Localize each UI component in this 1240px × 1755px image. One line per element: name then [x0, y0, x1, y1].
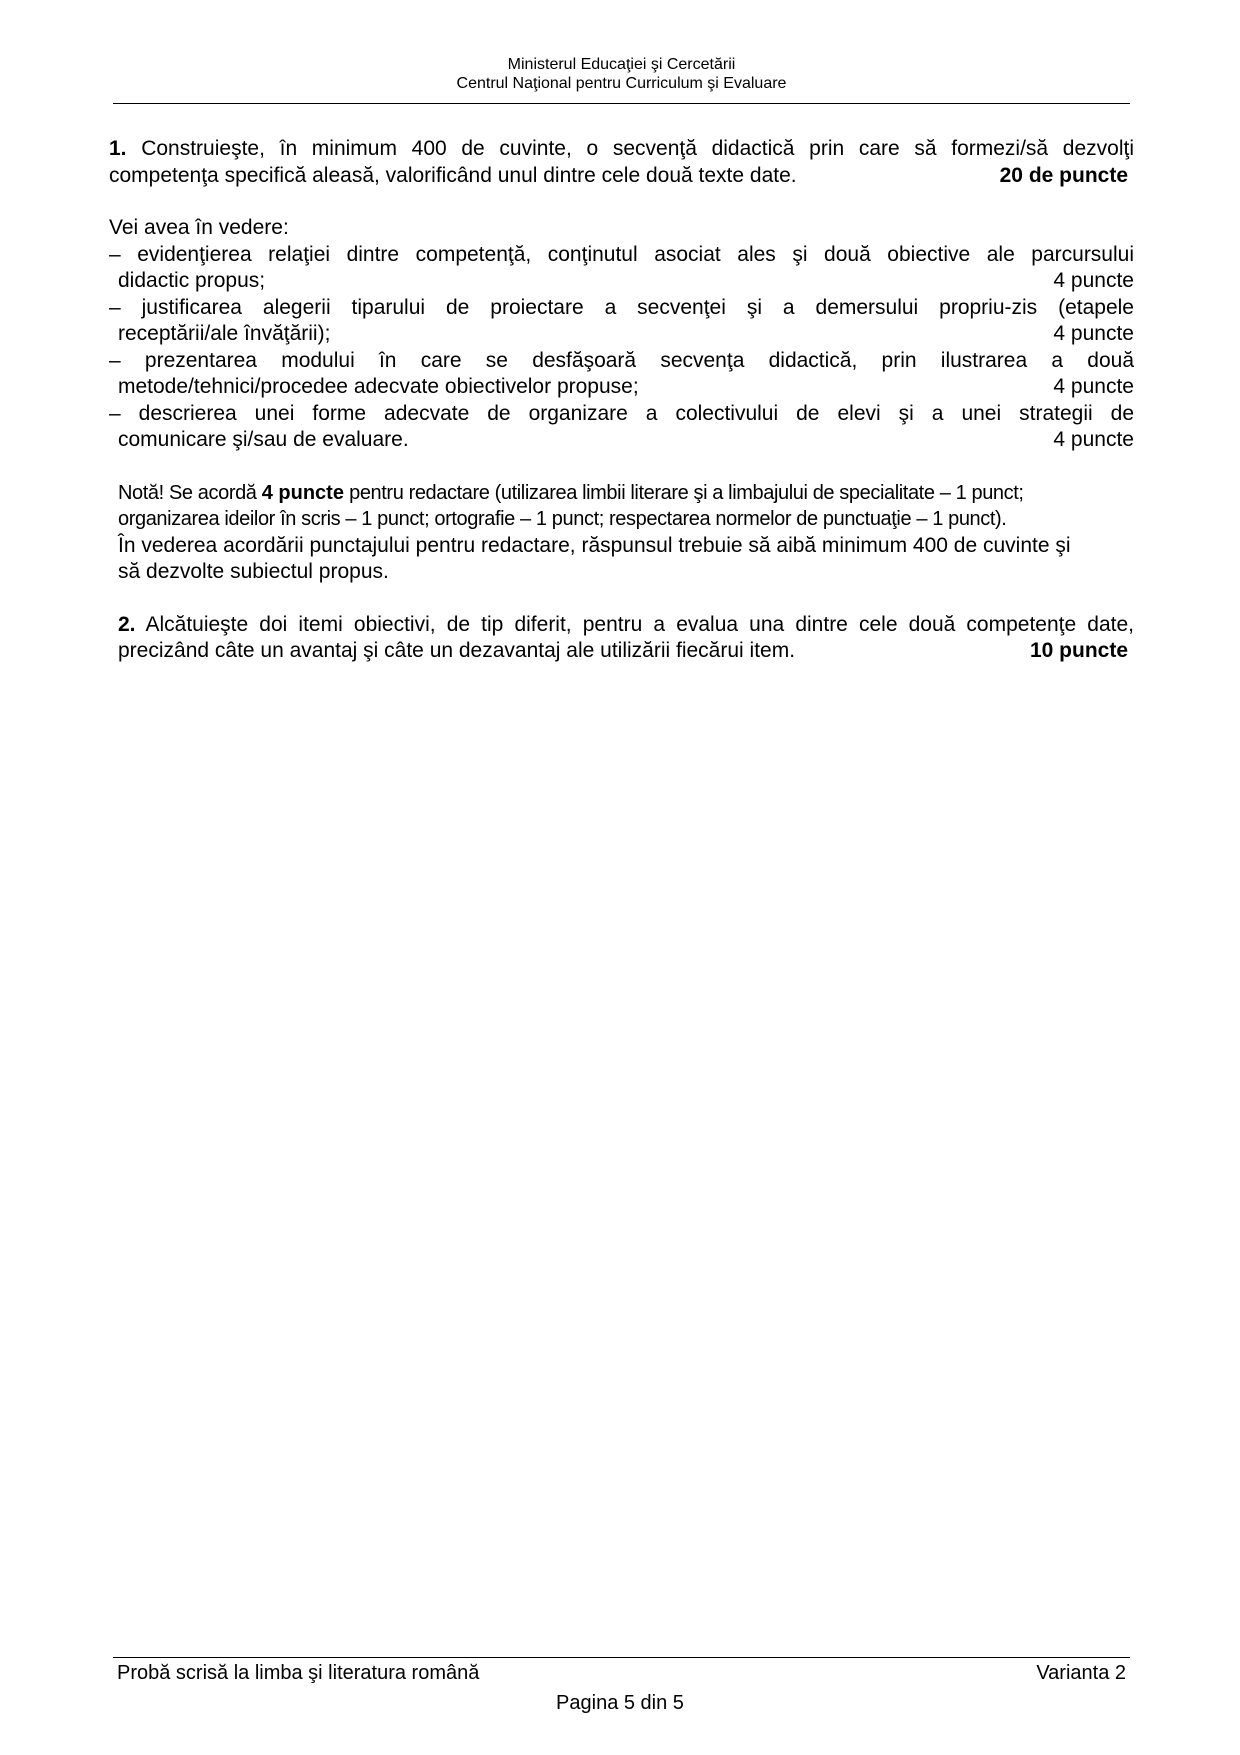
criterion-points: 4 puncte	[1053, 322, 1134, 345]
note-bold-points: 4 puncte	[261, 481, 344, 504]
question-1-points: 20 de puncte	[999, 163, 1128, 187]
header-divider	[113, 103, 1130, 104]
footer-exam-title: Probă scrisă la limba şi literatura română	[117, 1662, 480, 1684]
question-2-text-line2: precizând câte un avantaj şi câte un dezavantaj ale utilizării fiecărui item.	[118, 639, 796, 662]
criterion-line1: – justificarea alegerii tiparului de proiectare a secvenţei şi a demersului propriu-zis (etapele	[109, 295, 1134, 319]
note-line1-rest: pentru redactare (utilizarea limbii literare şi a limbajului de specialitate – 1 punct;	[343, 481, 1024, 504]
criterion-item	[109, 242, 1134, 295]
criterion-item	[109, 295, 1134, 348]
criterion-line2: receptării/ale învăţării);	[118, 322, 331, 345]
criterion-line1: – evidenţierea relaţiei dintre competenţă, conţinutul asociat ales şi două obiective ale parcursului	[109, 242, 1134, 266]
criterion-line2: didactic propus;	[118, 269, 266, 292]
question-2-number: 2.	[118, 612, 136, 636]
question-1-intro: Vei avea în vedere:	[109, 216, 289, 239]
criterion-points: 4 puncte	[1053, 428, 1134, 451]
footer-variant: Varianta 2	[1036, 1662, 1126, 1684]
footer-page-number: Pagina 5 din 5	[556, 1692, 684, 1714]
question-1-text-line1: Construieşte, în minimum 400 de cuvinte, o secvenţă didactică prin care să formezi/să dezvolţi	[141, 137, 1134, 160]
criterion-line1: – prezentarea modului în care se desfăşoară secvenţa didactică, prin ilustrarea a două	[109, 348, 1134, 372]
criterion-points: 4 puncte	[1053, 375, 1134, 398]
question-2-text-line1: Alcătuieşte doi itemi obiectivi, de tip diferit, pentru a evalua una dintre cele două competenţe date,	[145, 612, 1134, 636]
header-center: Centrul Naţional pentru Curriculum şi Evaluare	[456, 75, 787, 92]
document-body	[109, 136, 1134, 665]
question-1-text-line2: competenţa specifică aleasă, valorificând unul dintre cele două texte date.	[109, 163, 797, 187]
scoring-note	[109, 480, 1134, 586]
criterion-line1: – descrierea unei forme adecvate de organizare a colectivului de elevi şi a unei strategii de	[109, 401, 1134, 425]
question-2-points: 10 puncte	[1029, 639, 1128, 662]
note-line3: În vederea acordării punctajului pentru redactare, răspunsul trebuie să aibă minimum 400 de cuvinte şi	[118, 533, 1071, 557]
question-1	[109, 136, 1134, 189]
criterion-line2: metode/tehnici/procedee adecvate obiectivelor propuse;	[118, 375, 639, 398]
criterion-points: 4 puncte	[1053, 269, 1134, 292]
note-line2: organizarea ideilor în scris – 1 punct; ortografie – 1 punct; respectarea normelor de punctuaţie – 1 punct).	[118, 508, 1007, 530]
note-prefix: Notă! Se acordă	[118, 481, 262, 504]
header-ministry: Ministerul Educaţiei şi Cercetării	[507, 56, 736, 73]
question-1-number: 1.	[109, 137, 127, 160]
page-header	[113, 55, 1130, 93]
criterion-item	[109, 401, 1134, 454]
note-line4: să dezvolte subiectul propus.	[118, 560, 389, 583]
footer-divider	[113, 1657, 1130, 1658]
criterion-item	[109, 348, 1134, 401]
question-2	[109, 612, 1134, 665]
criterion-line2: comunicare şi/sau de evaluare.	[118, 428, 409, 451]
